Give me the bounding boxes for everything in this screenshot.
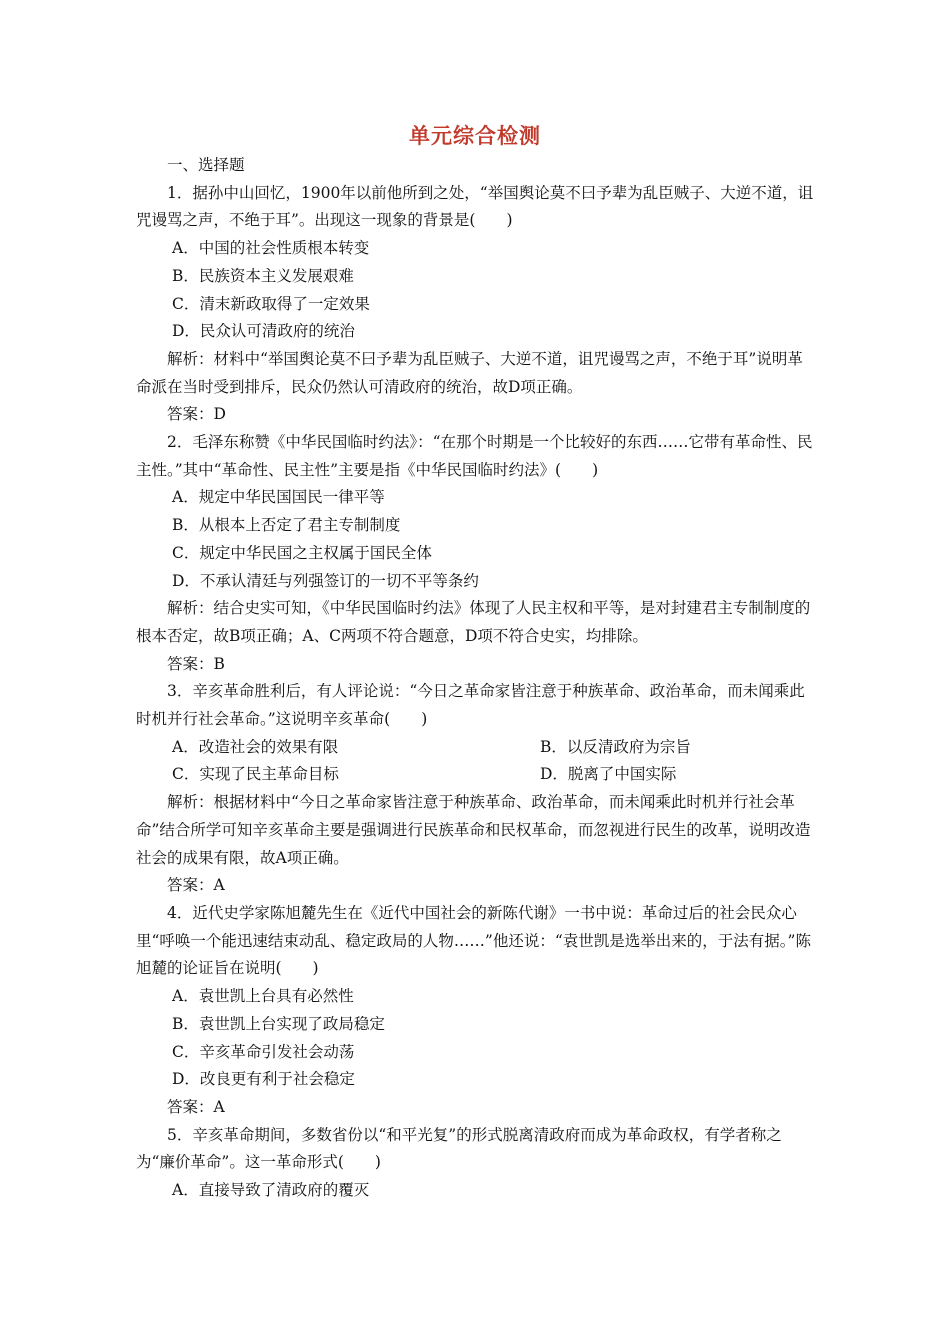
question-3-stem: 3．辛亥革命胜利后，有人评论说：“今日之革命家皆注意于种族革命、政治革命，而未闻乘此时机并行社会革命。”这说明辛亥革命( ): [136, 682, 805, 729]
question-4-option-d: D．改良更有利于社会稳定: [172, 1070, 355, 1089]
question-4-option-b: B．袁世凯上台实现了政局稳定: [172, 1014, 385, 1033]
question-4-stem: 4．近代史学家陈旭麓先生在《近代中国社会的新陈代谢》一书中说：革命过后的社会民众心里“呼唤一个能迅速结束动乱、稳定政局的人物……”他还说：“袁世凯是选举出来的，于法有据。”陈旭麓的论证旨在说明( ): [136, 903, 811, 978]
question-1-option-a: A．中国的社会性质根本转变: [172, 239, 370, 258]
question-1-option-d: D．民众认可清政府的统治: [172, 322, 355, 341]
question-4-answer: 答案：A: [167, 1097, 225, 1116]
question-2-option-b: B．从根本上否定了君主专制制度: [172, 516, 401, 535]
question-5-stem: 5．辛亥革命期间，多数省份以“和平光复”的形式脱离清政府而成为革命政权，有学者称之为“廉价革命”。这一革命形式( ): [136, 1125, 782, 1172]
question-3-analysis: 解析：根据材料中“今日之革命家皆注意于种族革命、政治革命，而未闻乘此时机并行社会革命”结合所学可知辛亥革命主要是强调进行民族革命和民权革命，而忽视进行民生的改革，说明改造社会的成果有限，故A项正确。: [136, 793, 811, 867]
document-body: [136, 152, 814, 1205]
question-3-options-row-1: [136, 734, 814, 762]
question-1-analysis: 解析：材料中“举国舆论莫不曰予辈为乱臣贼子、大逆不道，诅咒谩骂之声，不绝于耳”说明革命派在当时受到排斥，民众仍然认可清政府的统治，故D项正确。: [136, 349, 803, 396]
question-1-stem: 1．据孙中山回忆，1900年以前他所到之处，“举国舆论莫不曰予辈为乱臣贼子、大逆不道，诅咒谩骂之声，不绝于耳”。出现这一现象的背景是( ): [136, 183, 814, 230]
question-2-stem: 2．毛泽东称赞《中华民国临时约法》：“在那个时期是一个比较好的东西……它带有革命性、民主性。”其中“革命性、民主性”主要是指《中华民国临时约法》( ): [136, 433, 813, 479]
question-3-options-row-2: [136, 761, 814, 789]
question-3-answer: 答案：A: [167, 876, 225, 895]
question-3-option-b: B．以反清政府为宗旨: [540, 737, 691, 756]
question-3-option-a: A．改造社会的效果有限: [172, 737, 339, 756]
question-5-option-a: A．直接导致了清政府的覆灭: [172, 1181, 370, 1200]
page-title: 单元综合检测: [409, 124, 541, 148]
question-2-analysis: 解析：结合史实可知，《中华民国临时约法》体现了人民主权和平等，是对封建君主专制制度的根本否定，故B项正确；A、C两项不符合题意，D项不符合史实，均排除。: [136, 599, 811, 645]
question-4-option-a: A．袁世凯上台具有必然性: [172, 987, 354, 1006]
section-heading: 一、选择题: [167, 156, 245, 174]
question-1-option-b: B．民族资本主义发展艰难: [172, 266, 354, 285]
question-3-option-c: C．实现了民主革命目标: [172, 765, 339, 784]
question-2-option-a: A．规定中华民国国民一律平等: [172, 488, 385, 507]
question-2-option-d: D．不承认清廷与列强签订的一切不平等条约: [172, 571, 479, 590]
question-1-answer: 答案：D: [167, 405, 226, 424]
question-2-answer: 答案：B: [167, 654, 225, 673]
question-4-option-c: C．辛亥革命引发社会动荡: [172, 1042, 355, 1061]
question-2-option-c: C．规定中华民国之主权属于国民全体: [172, 543, 432, 562]
question-3-option-d: D．脱离了中国实际: [540, 765, 677, 784]
question-1-option-c: C．清末新政取得了一定效果: [172, 294, 370, 313]
